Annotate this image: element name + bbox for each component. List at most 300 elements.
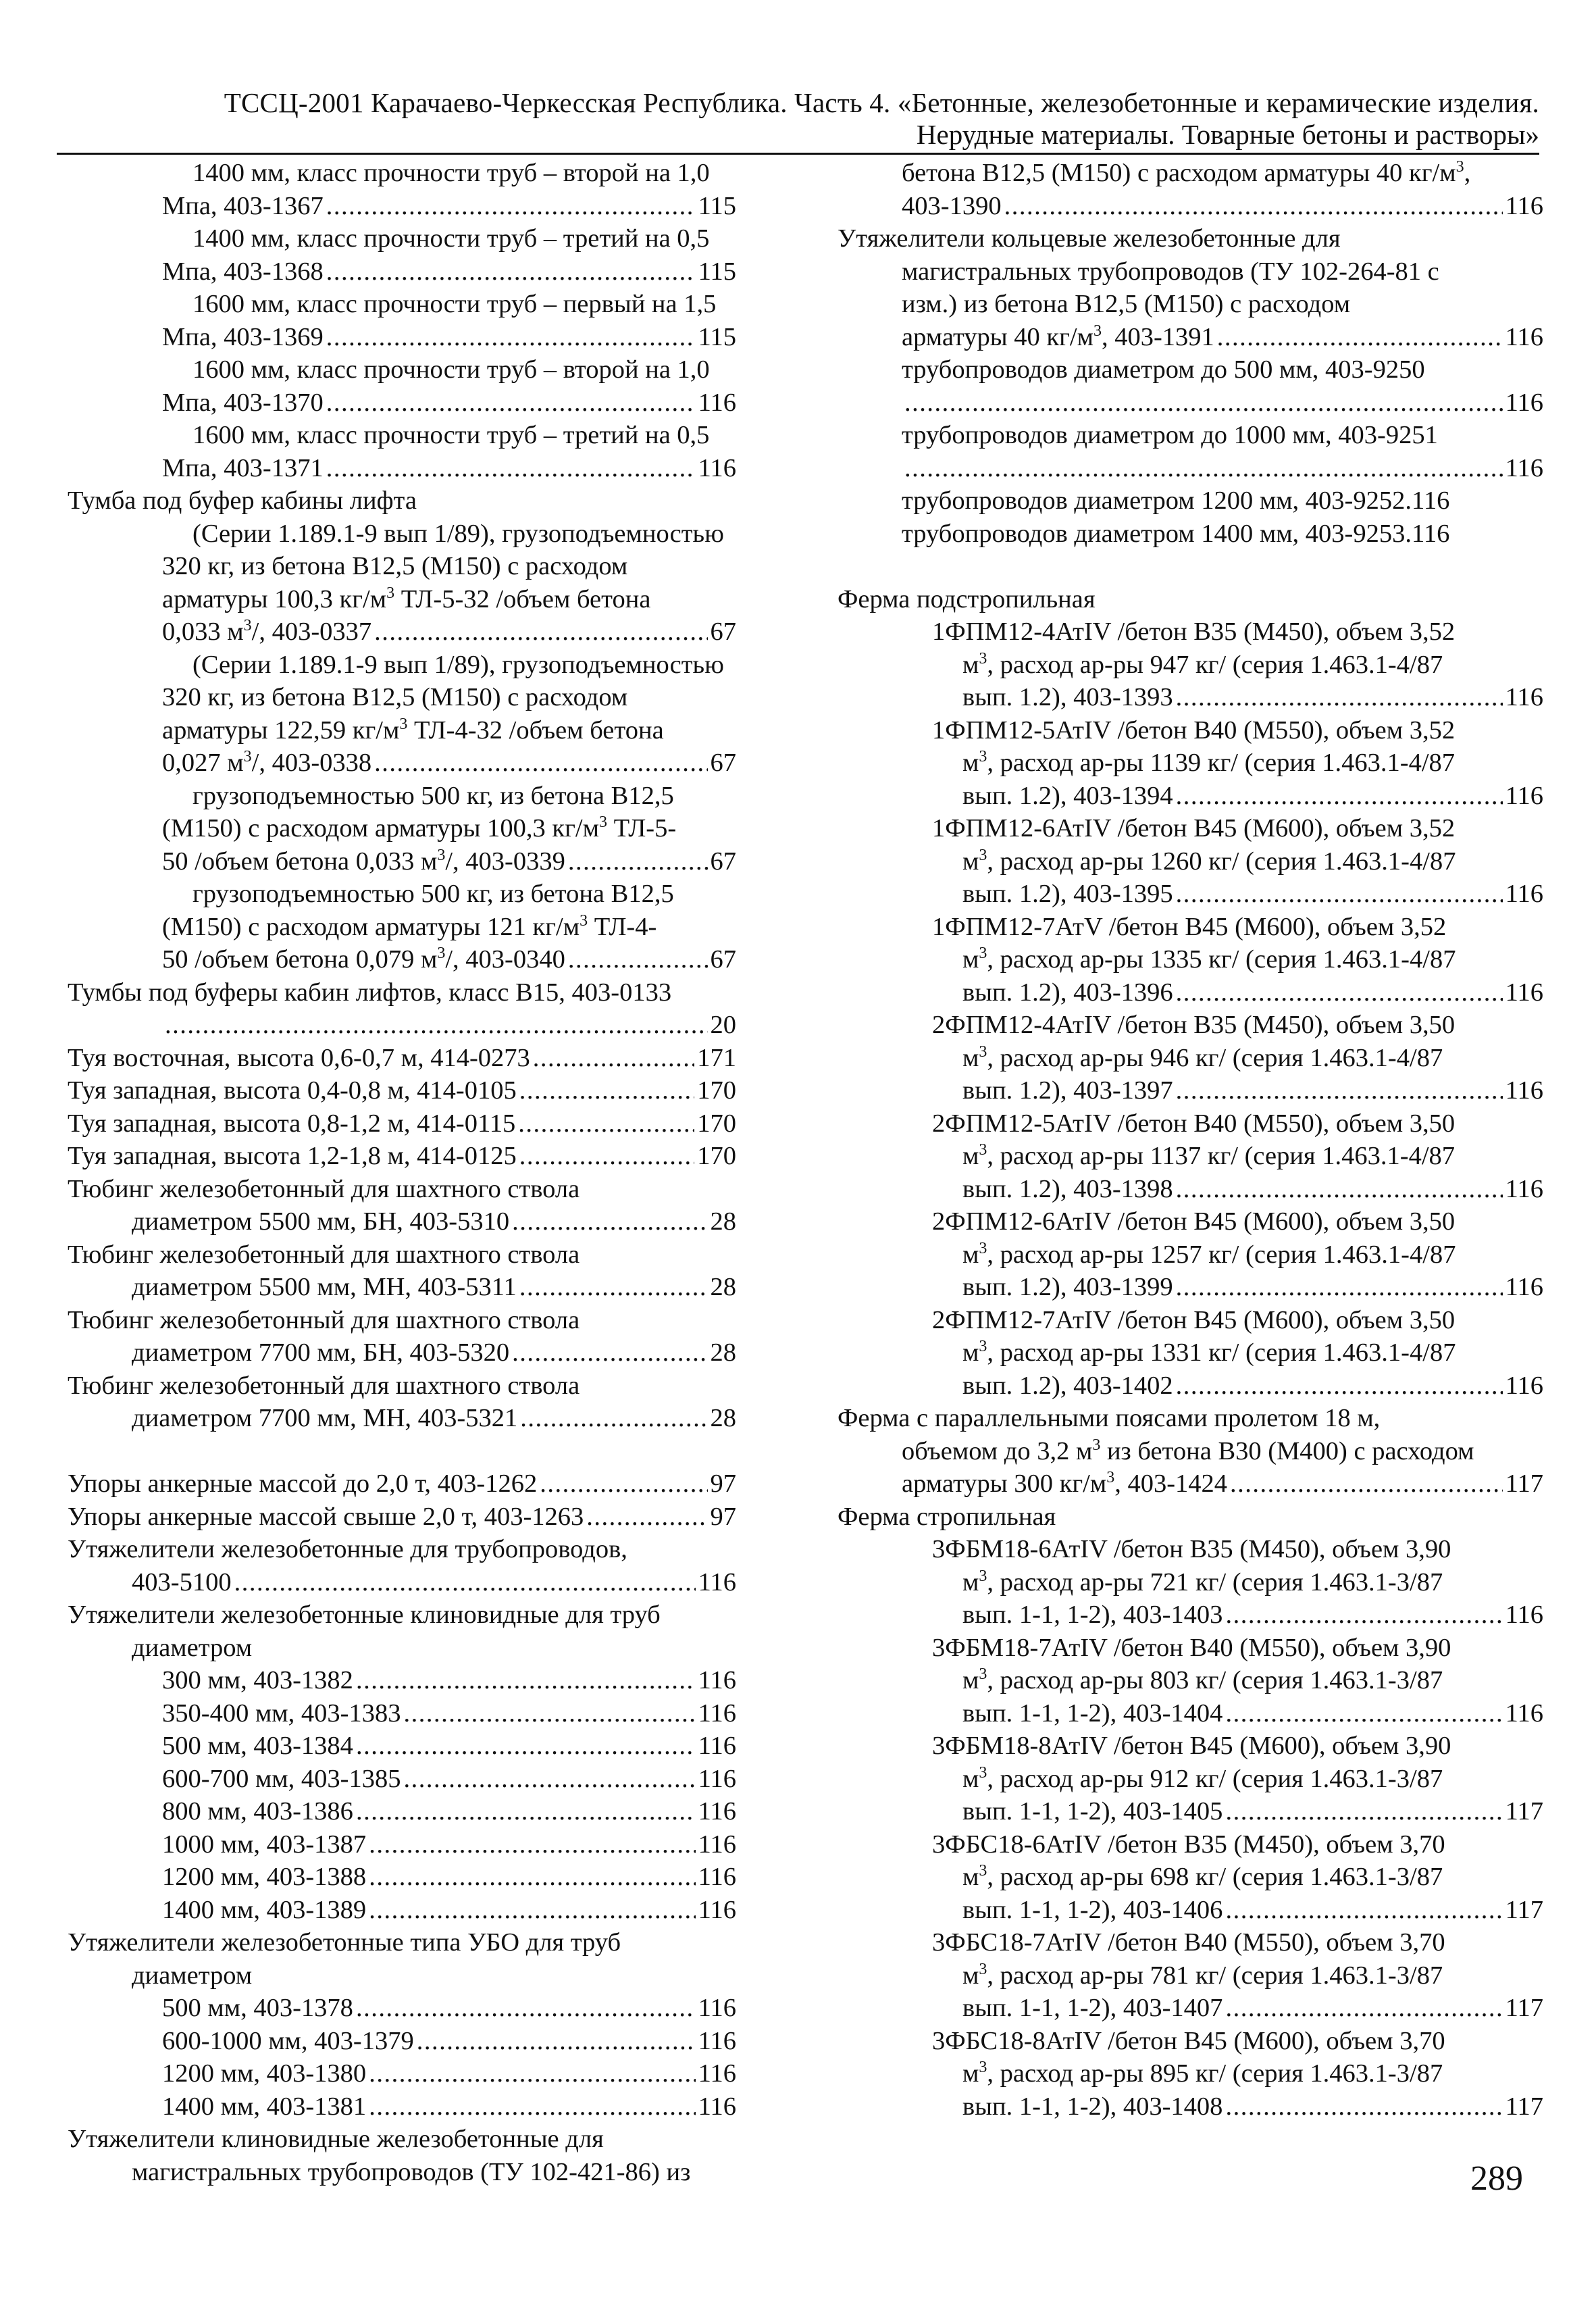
entry-text: диаметром 5500 мм, БН, 403-5310 [132,1207,510,1236]
index-entry-line [838,1140,1543,1173]
entry-page-ref: 67 [710,847,736,876]
index-entry-line [68,1959,736,1992]
index-entry-line [68,1271,736,1304]
entry-text: Утяжелители кольцевые железобетонные для [838,224,1341,253]
entry-text: изм.) из бетона В12,5 (М150) с расходом [902,290,1351,318]
index-entry-line [838,484,1543,518]
entry-text: магистральных трубопроводов (ТУ 102-421-86) из [132,2157,691,2186]
entry-text: арматуры 122,59 $кг/м^3$ ТЛ-4-32 /объем бетона [162,715,664,745]
entry-text: бетона В12,5 (М150) с расходом арматуры 40 $кг/м^3$, [902,158,1471,187]
dot-leader [1225,2090,1502,2123]
blank-line [838,550,1543,583]
entry-text: диаметром 5500 мм, МН, 403-5311 [132,1273,517,1301]
index-entry-line [838,222,1543,255]
entry-text: объемом до 3,2 $м^3$ из бетона В30 (М400) с расходом [902,1436,1474,1465]
entry-text: Утяжелители клиновидные железобетонные для [68,2125,604,2153]
index-entry-line [68,1501,736,1534]
index-entry-line [68,747,736,780]
index-entry-line [838,157,1543,190]
dot-leader [1176,1369,1503,1403]
entry-text: $м^3$, расход ар-ры 895 кг/ (серия 1.463.1-3/87 [962,2059,1443,2088]
dot-leader [1176,976,1503,1009]
dot-leader [1225,1992,1502,2025]
index-entry-line [838,1042,1543,1075]
entry-text: Тумбы под буферы кабин лифтов, класс В15, 403-0133 [68,978,672,1007]
index-entry-line [838,649,1543,682]
entry-page-ref: 170 [697,1076,736,1105]
entry-text: Тюбинг железобетонный для шахтного ствола [68,1371,580,1400]
dot-leader [326,255,696,288]
entry-text: (М150) с расходом арматуры 100,3 $кг/м^3$ ТЛ-5- [162,813,677,842]
dot-leader [404,1697,696,1730]
index-entry-line [838,583,1543,616]
page-number: 289 [1470,2159,1523,2198]
entry-text: (М150) с расходом арматуры 121 $кг/м^3$ ТЛ-4- [162,911,657,941]
index-entry-line [838,1828,1543,1861]
dot-leader [356,1795,696,1828]
entry-page-ref: 115 [698,257,736,286]
index-entry-line [838,419,1543,452]
entry-text: Мпа, 403-1367 [162,191,324,220]
index-entry-line [68,1042,736,1075]
entry-text: $м^3$, расход ар-ры 1260 кг/ (серия 1.463.1-4/87 [962,846,1456,876]
entry-page-ref: 116 [698,453,736,482]
entry-text: 320 кг, из бетона В12,5 (М150) с расходом [162,683,628,711]
dot-leader [326,321,696,354]
index-entry-line [68,1238,736,1272]
index-entry-line [838,747,1543,780]
index-entry-line [68,845,736,878]
entry-page-ref: 116 [1505,1699,1543,1728]
entry-text: Мпа, 403-1368 [162,257,324,286]
index-entry-line [68,190,736,223]
entry-text: $м^3$, расход ар-ры 1257 кг/ (серия 1.463.1-4/87 [962,1239,1456,1269]
entry-text: 600-1000 мм, 403-1379 [162,2026,414,2055]
entry-page-ref: 116 [698,2026,736,2055]
entry-text: 1000 мм, 403-1387 [162,1830,367,1859]
entry-text: $м^3$, расход ар-ры 1331 кг/ (серия 1.463.1-4/87 [962,1338,1456,1367]
entry-page-ref: 116 [698,1732,736,1760]
dot-leader [1004,190,1503,223]
entry-text: 3ФБМ18-7АтIV /бетон В40 (М550), объем 3,90 [932,1633,1451,1662]
entry-text: 1ФПМ12-5АтIV /бетон В40 (М550), объем 3,52 [932,715,1456,745]
entry-text: Мпа, 403-1369 [162,322,324,351]
index-entry-line [838,1402,1543,1435]
entry-text: 403-5100 [132,1567,232,1596]
index-entry-line [838,681,1543,714]
index-column-left [68,157,736,2188]
entry-page-ref: 116 [1505,388,1543,417]
dot-leader [356,1664,696,1697]
index-entry-line [838,1959,1543,1992]
dot-leader [519,1074,695,1107]
entry-page-ref: 116 [698,2092,736,2121]
entry-page-ref: 116 [1505,453,1543,482]
index-entry-line [68,714,736,747]
entry-text: Ферма с параллельными поясами пролетом 18 м, [838,1404,1381,1432]
dot-leader [1225,1697,1502,1730]
index-entry-line [838,1271,1543,1304]
dot-leader [1217,321,1503,354]
index-entry-line [68,1664,736,1697]
dot-leader [326,190,696,223]
entry-page-ref: 117 [1505,1895,1543,1924]
index-entry-line [838,1894,1543,1927]
entry-text: 3ФБС18-8АтIV /бетон В45 (М600), объем 3,70 [932,2026,1445,2055]
header-line-1: ТССЦ-2001 Карачаево-Черкесская Республика. Часть 4. «Бетонные, железобетонные и керамические изделия. [224,87,1539,118]
entry-text: Ферма подстропильная [838,584,1096,613]
entry-text: 50 /объем бетона 0,033 $м^3/$, 403-0339 [162,846,565,876]
entry-text: грузоподъемностью 500 кг, из бетона В12,5 [192,781,674,810]
index-entry-line [68,550,736,583]
dot-leader [369,1828,695,1861]
entry-page-ref: 117 [1505,1994,1543,2022]
entry-text: Тюбинг железобетонный для шахтного ствола [68,1240,580,1269]
index-entry-line [838,1369,1543,1403]
entry-page-ref: 116 [1505,1174,1543,1203]
dot-leader [326,452,696,485]
index-entry-line [838,1205,1543,1238]
index-entry-line [68,321,736,354]
entry-text: 2ФПМ12-4АтIV /бетон В35 (М450), объем 3,50 [932,1011,1456,1039]
index-entry-line [68,2025,736,2058]
entry-page-ref: 171 [697,1043,736,1072]
entry-page-ref: 117 [1505,1469,1543,1498]
entry-text: Ферма стропильная [838,1502,1056,1531]
entry-text: Тумба под буфер кабины лифта [68,486,417,515]
index-entry-line [68,452,736,485]
entry-text: вып. 1.2), 403-1399 [962,1273,1173,1301]
entry-text: вып. 1-1, 1-2), 403-1403 [962,1601,1223,1629]
dot-leader [904,386,1503,420]
entry-text: $м^3$, расход ар-ры 1139 кг/ (серия 1.463.1-4/87 [962,748,1456,777]
entry-page-ref: 28 [710,1273,736,1301]
index-entry-line [68,1402,736,1435]
index-entry-line [838,255,1543,288]
index-entry-line [838,1664,1543,1697]
entry-text: 3ФБС18-7АтIV /бетон В40 (М550), объем 3,70 [932,1928,1445,1957]
index-entry-line [68,1926,736,1959]
index-entry-line [68,222,736,255]
index-entry-line [68,780,736,813]
index-entry-line [838,878,1543,911]
index-entry-line [838,1861,1543,1894]
entry-text: диаметром 7700 мм, МН, 403-5321 [132,1404,518,1432]
entry-text: Упоры анкерные массой свыше 2,0 т, 403-1263 [68,1502,584,1531]
entry-text: Утяжелители железобетонные типа УБО для труб [68,1928,621,1957]
index-entry-line [68,1730,736,1763]
entry-text: Тюбинг железобетонный для шахтного ствола [68,1174,580,1203]
index-entry-line [68,1369,736,1403]
index-entry-line [68,649,736,682]
index-column-right [838,157,1543,2123]
index-entry-line [68,518,736,551]
entry-text: вып. 1.2), 403-1397 [962,1076,1173,1105]
index-entry-line [838,1173,1543,1206]
dot-leader [568,845,708,878]
entry-text: 1ФПМ12-7АтV /бетон В45 (М600), объем 3,52 [932,912,1447,941]
entry-text: трубопроводов диаметром до 1000 мм, 403-9251 [902,421,1438,449]
entry-page-ref: 116 [698,1863,736,1891]
index-entry-line [68,1140,736,1173]
entry-text: Утяжелители железобетонные для трубопроводов, [68,1535,627,1563]
entry-page-ref: 116 [698,1567,736,1596]
index-entry-line [838,452,1543,485]
index-entry-line [838,1599,1543,1632]
entry-text: $м^3$, расход ар-ры 1137 кг/ (серия 1.463.1-4/87 [962,1141,1456,1170]
entry-text: Упоры анкерные массой до 2,0 т, 403-1262 [68,1469,538,1498]
entry-text: грузоподъемностью 500 кг, из бетона В12,5 [192,880,674,908]
entry-page-ref: 116 [1505,1076,1543,1105]
entry-text: $м^3$, расход ар-ры 946 кг/ (серия 1.463.1-4/87 [962,1042,1443,1072]
entry-page-ref: 116 [698,1994,736,2022]
index-entry-line [68,681,736,714]
entry-text: диаметром [132,1961,253,1990]
entry-page-ref: 115 [698,191,736,220]
entry-text: вып. 1.2), 403-1394 [962,781,1173,810]
index-entry-line [68,615,736,649]
index-entry-line [838,1926,1543,1959]
entry-text: вып. 1-1, 1-2), 403-1406 [962,1895,1223,1924]
index-entry-line [68,878,736,911]
dot-leader [1176,1074,1503,1107]
entry-text: арматуры 100,3 $кг/м^3$ ТЛ-5-32 /объем бетона [162,584,651,613]
entry-page-ref: 116 [1505,978,1543,1007]
entry-text: 500 мм, 403-1378 [162,1994,353,2022]
header-line-2: Нерудные материалы. Товарные бетоны и растворы» [916,119,1539,150]
entry-text: трубопроводов диаметром 1200 мм, 403-9252.116 [902,486,1450,515]
entry-page-ref: 116 [1505,191,1543,220]
entry-page-ref: 28 [710,1207,736,1236]
index-entry-line [838,1467,1543,1501]
index-entry-line [838,845,1543,878]
index-entry-line [68,1697,736,1730]
dot-leader [904,452,1503,485]
entry-text: арматуры 300 $кг/м^3$, 403-1424 [902,1469,1228,1498]
dot-leader [512,1336,707,1369]
index-entry-line [68,1828,736,1861]
dot-leader [540,1467,707,1501]
index-entry-line [68,976,736,1009]
dot-leader [1176,681,1503,714]
entry-text: 50 /объем бетона 0,079 $м^3/$, 403-0340 [162,945,565,974]
entry-text: Туя западная, высота 0,8-1,2 м, 414-0115 [68,1109,516,1138]
entry-text: 2ФПМ12-6АтIV /бетон В45 (М600), объем 3,50 [932,1207,1456,1236]
entry-page-ref: 97 [710,1502,736,1531]
entry-page-ref: 116 [1505,322,1543,351]
entry-text: вып. 1-1, 1-2), 403-1407 [962,1994,1223,2022]
index-entry-line [68,1205,736,1238]
entry-text: Утяжелители железобетонные клиновидные для труб [68,1601,661,1629]
index-entry-line [838,1336,1543,1369]
index-entry-line [68,1336,736,1369]
entry-text: Туя западная, высота 1,2-1,8 м, 414-0125 [68,1142,517,1170]
entry-page-ref: 67 [710,945,736,974]
entry-text: магистральных трубопроводов (ТУ 102-264-81 с [902,257,1439,286]
entry-text: $м^3$, расход ар-ры 912 кг/ (серия 1.463.1-3/87 [962,1763,1443,1793]
dot-leader [512,1205,707,1238]
dot-leader [165,1009,708,1042]
entry-text: Туя западная, высота 0,4-0,8 м, 414-0105 [68,1076,517,1105]
index-entry-line [68,2156,736,2189]
index-entry-line [838,353,1543,386]
blank-line [68,1435,736,1468]
entry-text: 1400 мм, 403-1389 [162,1895,367,1924]
index-entry-line [838,976,1543,1009]
entry-text: 2ФПМ12-5АтIV /бетон В40 (М550), объем 3,50 [932,1109,1456,1138]
dot-leader [369,2090,695,2123]
entry-page-ref: 67 [710,618,736,646]
entry-page-ref: 116 [1505,781,1543,810]
index-entry-line [838,1533,1543,1566]
dot-leader [374,615,707,649]
entry-text: 2ФПМ12-7АтIV /бетон В45 (М600), объем 3,50 [932,1305,1456,1334]
dot-leader [369,1861,695,1894]
dot-leader [586,1501,707,1534]
index-entry-line [68,1107,736,1140]
dot-leader [568,943,708,976]
index-entry-line [838,1697,1543,1730]
entry-text: $м^3$, расход ар-ры 1335 кг/ (серия 1.463.1-4/87 [962,945,1456,974]
entry-text: 0,033 $м^3/$, 403-0337 [162,617,372,646]
index-entry-line [838,1795,1543,1828]
entry-text: 1400 мм, класс прочности труб – второй на 1,0 [192,159,710,187]
entry-text: Мпа, 403-1370 [162,388,324,417]
entry-text: 300 мм, 403-1382 [162,1666,353,1694]
entry-text: 1ФПМ12-6АтIV /бетон В45 (М600), объем 3,52 [932,814,1456,842]
entry-text: вып. 1.2), 403-1402 [962,1371,1173,1400]
entry-page-ref: 28 [710,1404,736,1432]
index-entry-line [838,1566,1543,1599]
dot-leader [234,1566,696,1599]
index-entry-line [68,255,736,288]
dot-leader [1176,780,1503,813]
entry-text: 3ФБМ18-6АтIV /бетон В35 (М450), объем 3,90 [932,1535,1451,1563]
entry-page-ref: 116 [698,1699,736,1728]
entry-text: Туя восточная, высота 0,6-0,7 м, 414-0273 [68,1043,530,1072]
index-entry-line [838,911,1543,944]
entry-page-ref: 28 [710,1338,736,1367]
entry-text: 1400 мм, 403-1381 [162,2092,367,2121]
index-entry-line [68,1894,736,1927]
dot-leader [1225,1795,1502,1828]
index-entry-line [838,943,1543,976]
entry-page-ref: 116 [1505,1273,1543,1301]
entry-text: 1200 мм, 403-1380 [162,2059,367,2088]
index-entry-line [68,812,736,845]
entry-text: 600-700 мм, 403-1385 [162,1764,401,1793]
index-entry-line [68,1304,736,1337]
entry-page-ref: 116 [698,1830,736,1859]
entry-text: трубопроводов диаметром 1400 мм, 403-9253.116 [902,519,1450,548]
index-entry-line [68,1467,736,1501]
index-entry-line [838,1304,1543,1337]
entry-text: $м^3$, расход ар-ры 781 кг/ (серия 1.463.1-3/87 [962,1960,1443,1990]
entry-text: $м^3$, расход ар-ры 698 кг/ (серия 1.463.1-3/87 [962,1862,1443,1891]
index-entry-line [838,321,1543,354]
entry-text: диаметром [132,1633,253,1662]
index-entry-line [68,1599,736,1632]
entry-page-ref: 116 [698,1666,736,1694]
entry-page-ref: 20 [710,1011,736,1039]
dot-leader [404,1763,696,1796]
dot-leader [519,1271,708,1304]
entry-text: (Серии 1.189.1-9 вып 1/89), грузоподъемностью [192,650,724,679]
entry-text: 1200 мм, 403-1388 [162,1863,367,1891]
dot-leader [417,2025,696,2058]
entry-page-ref: 116 [698,2059,736,2088]
header-rule [57,153,1539,155]
index-entry-line [68,157,736,190]
dot-leader [1176,878,1503,911]
dot-leader [520,1402,707,1435]
index-entry-line [838,1107,1543,1140]
entry-page-ref: 116 [698,1764,736,1793]
entry-text: вып. 1.2), 403-1398 [962,1174,1173,1203]
index-entry-line [838,518,1543,551]
entry-page-ref: 116 [1505,683,1543,711]
index-entry-line [838,1435,1543,1468]
index-entry-line [838,288,1543,321]
entry-text: вып. 1.2), 403-1393 [962,683,1173,711]
index-entry-line [68,353,736,386]
entry-page-ref: 170 [697,1142,736,1170]
dot-leader [1225,1599,1502,1632]
entry-text: 0,027 $м^3/$, 403-0338 [162,748,372,777]
entry-page-ref: 67 [710,749,736,777]
entry-text: 1600 мм, класс прочности труб – третий на 0,5 [192,421,710,449]
index-entry-line [838,714,1543,747]
entry-page-ref: 170 [697,1109,736,1138]
index-entry-line [68,2090,736,2123]
index-entry-line [68,1074,736,1107]
index-entry-line [68,1763,736,1796]
dot-leader [518,1107,694,1140]
entry-page-ref: 116 [698,1895,736,1924]
entry-text: 1ФПМ12-4АтIV /бетон В35 (М450), объем 3,52 [932,618,1456,646]
dot-leader [369,2057,695,2090]
index-entry-line [838,190,1543,223]
entry-text: (Серии 1.189.1-9 вып 1/89), грузоподъемностью [192,519,724,548]
index-entry-line [838,2090,1543,2123]
index-entry-line [68,1795,736,1828]
entry-page-ref: 116 [1505,1601,1543,1629]
dot-leader [356,1992,696,2025]
entry-page-ref: 116 [1505,1371,1543,1400]
entry-text: 800 мм, 403-1386 [162,1797,353,1826]
dot-leader [369,1894,695,1927]
dot-leader [356,1730,696,1763]
index-entry-line [68,386,736,420]
index-entry-line [68,2123,736,2156]
dot-leader [374,747,707,780]
index-entry-line [68,419,736,452]
index-entry-line [838,1501,1543,1534]
entry-text: арматуры 40 $кг/м^3$, 403-1391 [902,322,1214,351]
entry-text: 500 мм, 403-1384 [162,1732,353,1760]
entry-text: вып. 1-1, 1-2), 403-1408 [962,2092,1223,2121]
entry-text: вып. 1.2), 403-1396 [962,978,1173,1007]
entry-text: Тюбинг железобетонный для шахтного ствола [68,1305,580,1334]
entry-text: $м^3$, расход ар-ры 947 кг/ (серия 1.463.1-4/87 [962,649,1443,679]
entry-text: 1400 мм, класс прочности труб – третий на 0,5 [192,224,710,253]
entry-text: вып. 1.2), 403-1395 [962,880,1173,908]
entry-text: 403-1390 [902,191,1002,220]
entry-text: трубопроводов диаметром до 500 мм, 403-9250 [902,355,1425,384]
entry-page-ref: 116 [1505,880,1543,908]
index-entry-line [68,1533,736,1566]
entry-text: вып. 1-1, 1-2), 403-1405 [962,1797,1223,1826]
